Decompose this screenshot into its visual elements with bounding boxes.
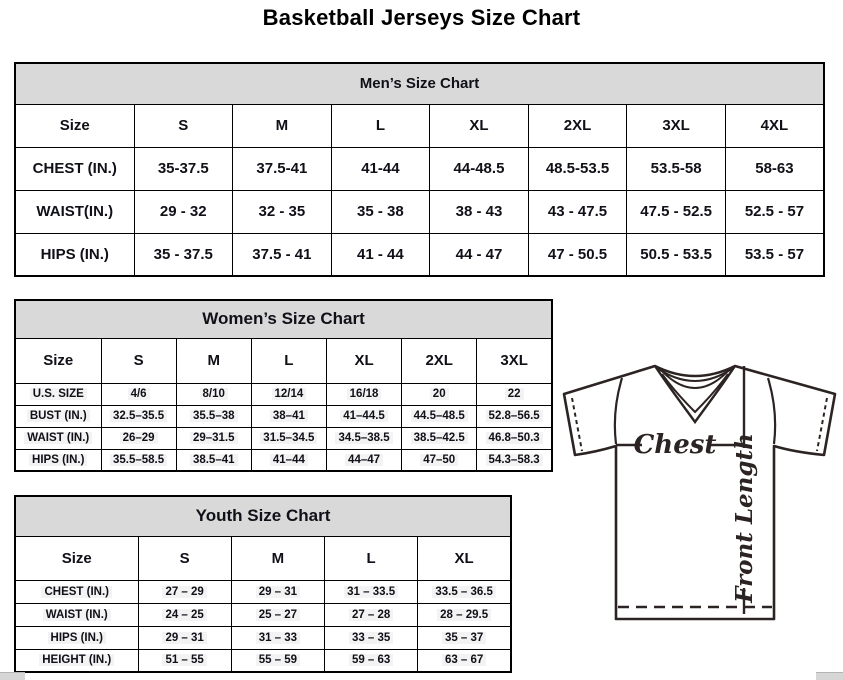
row-label xyxy=(15,383,101,405)
cell-text: 55 – 59 xyxy=(256,654,300,666)
column-header-m: M xyxy=(231,536,324,580)
cell xyxy=(138,580,231,603)
table-row xyxy=(15,147,824,190)
cell xyxy=(138,626,231,649)
cell-text: 29 – 31 xyxy=(162,632,206,644)
cell xyxy=(251,427,326,449)
cell xyxy=(418,649,511,672)
jersey-outline xyxy=(564,366,835,619)
table-row xyxy=(15,449,552,471)
table-row xyxy=(15,603,511,626)
cell: 41-44 xyxy=(331,147,430,190)
cell: 52.5 - 57 xyxy=(725,190,824,233)
cell-text: CHEST (IN.) xyxy=(41,586,112,598)
jersey-diagram-svg xyxy=(558,356,843,630)
cell-text: 4/6 xyxy=(128,388,150,400)
cell-text: U.S. SIZE xyxy=(30,388,87,400)
column-header-m: M xyxy=(176,338,251,383)
cell-text: 31 – 33.5 xyxy=(344,586,398,598)
cell-text: WAIST (IN.) xyxy=(43,609,111,621)
column-header-l: L xyxy=(251,338,326,383)
cell xyxy=(477,449,552,471)
cell-text: 44–47 xyxy=(345,454,383,466)
row-label xyxy=(15,626,138,649)
cell-text: 52.8–56.5 xyxy=(486,410,543,422)
cell xyxy=(326,449,401,471)
column-header-s: S xyxy=(134,104,233,147)
cell xyxy=(101,383,176,405)
column-header-l: L xyxy=(331,104,430,147)
womens-size-table xyxy=(14,299,553,472)
cell-text: BUST (IN.) xyxy=(27,410,90,422)
cell-text: 34.5–38.5 xyxy=(335,432,392,444)
cell xyxy=(176,383,251,405)
cell xyxy=(402,427,477,449)
cell xyxy=(101,427,176,449)
cell xyxy=(325,603,418,626)
cell xyxy=(326,427,401,449)
cell: 35 - 37.5 xyxy=(134,233,233,276)
cell-text: 8/10 xyxy=(200,388,228,400)
cell-text: 25 – 27 xyxy=(256,609,300,621)
cell-text: 29–31.5 xyxy=(190,432,238,444)
cell xyxy=(402,383,477,405)
cell xyxy=(231,649,324,672)
cell xyxy=(325,626,418,649)
cell-text: 32.5–35.5 xyxy=(110,410,167,422)
cell xyxy=(325,580,418,603)
cell-text: 26–29 xyxy=(120,432,158,444)
cell xyxy=(418,580,511,603)
cell: 58-63 xyxy=(725,147,824,190)
cell: 48.5-53.5 xyxy=(528,147,627,190)
cell-text: 35.5–58.5 xyxy=(110,454,167,466)
column-header-4xl: 4XL xyxy=(725,104,824,147)
cell-text: 35 – 37 xyxy=(442,632,486,644)
column-header-m: M xyxy=(233,104,332,147)
cell xyxy=(477,383,552,405)
cell-text: 22 xyxy=(505,388,524,400)
row-label xyxy=(15,603,138,626)
column-header-size: Size xyxy=(15,338,101,383)
cell xyxy=(325,649,418,672)
cell-text: 47–50 xyxy=(420,454,458,466)
cell-text: 12/14 xyxy=(272,388,307,400)
cell-text: 29 – 31 xyxy=(256,586,300,598)
cell: 50.5 - 53.5 xyxy=(627,233,726,276)
cell: 37.5-41 xyxy=(233,147,332,190)
youth-section-title: Youth Size Chart xyxy=(15,496,511,536)
row-label xyxy=(15,405,101,427)
cell: 29 - 32 xyxy=(134,190,233,233)
row-label: HIPS (IN.) xyxy=(15,233,134,276)
cell: 37.5 - 41 xyxy=(233,233,332,276)
womens-section-title: Women’s Size Chart xyxy=(15,300,552,338)
cell-text: 63 – 67 xyxy=(442,654,486,666)
column-header-xl: XL xyxy=(326,338,401,383)
table-row xyxy=(15,405,552,427)
cell xyxy=(418,603,511,626)
cell xyxy=(418,626,511,649)
cell: 53.5-58 xyxy=(627,147,726,190)
cell-text: 27 – 29 xyxy=(162,586,206,598)
page-title: Basketball Jerseys Size Chart xyxy=(262,5,581,30)
mens-section-title: Men’s Size Chart xyxy=(15,63,824,104)
cell-text: 41–44 xyxy=(270,454,308,466)
column-header-2xl: 2XL xyxy=(402,338,477,383)
cell xyxy=(477,427,552,449)
column-header-3xl: 3XL xyxy=(627,104,726,147)
cell-text: 46.8–50.3 xyxy=(486,432,543,444)
column-header-s: S xyxy=(138,536,231,580)
cell-text: 41–44.5 xyxy=(340,410,388,422)
cell xyxy=(477,405,552,427)
cell: 35-37.5 xyxy=(134,147,233,190)
table-row xyxy=(15,626,511,649)
cell-text: 31 – 33 xyxy=(256,632,300,644)
cell-text: 59 – 63 xyxy=(349,654,393,666)
cell xyxy=(326,405,401,427)
table-row xyxy=(15,649,511,672)
cell xyxy=(326,383,401,405)
front-length-label: Front Length xyxy=(731,433,758,603)
cell xyxy=(402,449,477,471)
cell: 47.5 - 52.5 xyxy=(627,190,726,233)
cell-text: 44.5–48.5 xyxy=(411,410,468,422)
cell xyxy=(251,383,326,405)
cell xyxy=(101,405,176,427)
table-row xyxy=(15,383,552,405)
cell: 53.5 - 57 xyxy=(725,233,824,276)
column-header-xl: XL xyxy=(418,536,511,580)
cell: 38 - 43 xyxy=(430,190,529,233)
cell: 35 - 38 xyxy=(331,190,430,233)
row-label xyxy=(15,427,101,449)
cell xyxy=(176,449,251,471)
cell xyxy=(251,405,326,427)
row-label: CHEST (IN.) xyxy=(15,147,134,190)
cell xyxy=(231,626,324,649)
table-row xyxy=(15,427,552,449)
cell: 41 - 44 xyxy=(331,233,430,276)
cell-text: HIPS (IN.) xyxy=(29,454,87,466)
cell-text: 51 – 55 xyxy=(162,654,206,666)
cell: 43 - 47.5 xyxy=(528,190,627,233)
cell-text: 20 xyxy=(430,388,449,400)
cell xyxy=(251,449,326,471)
cell xyxy=(402,405,477,427)
row-label xyxy=(15,580,138,603)
cell xyxy=(138,649,231,672)
cell: 32 - 35 xyxy=(233,190,332,233)
cell-text: 33.5 – 36.5 xyxy=(432,586,496,598)
column-header-2xl: 2XL xyxy=(528,104,627,147)
table-row xyxy=(15,190,824,233)
column-header-3xl: 3XL xyxy=(477,338,552,383)
cell-text: 16/18 xyxy=(347,388,382,400)
cell-text: 31.5–34.5 xyxy=(260,432,317,444)
cell xyxy=(231,603,324,626)
cell-text: 38.5–41 xyxy=(190,454,238,466)
column-header-size: Size xyxy=(15,536,138,580)
cell xyxy=(101,449,176,471)
cell xyxy=(176,427,251,449)
cell-text: 54.3–58.3 xyxy=(486,454,543,466)
youth-size-table xyxy=(14,495,512,673)
cell-text: 38–41 xyxy=(270,410,308,422)
column-header-l: L xyxy=(325,536,418,580)
row-label xyxy=(15,449,101,471)
jersey-measurement-diagram xyxy=(558,356,843,630)
cell-text: 24 – 25 xyxy=(162,609,206,621)
column-header-s: S xyxy=(101,338,176,383)
mens-size-table xyxy=(14,62,825,277)
table-row xyxy=(15,580,511,603)
row-label xyxy=(15,649,138,672)
cell: 44 - 47 xyxy=(430,233,529,276)
cell-text: 27 – 28 xyxy=(349,609,393,621)
cell-text: HEIGHT (IN.) xyxy=(39,654,114,666)
cell xyxy=(176,405,251,427)
cell-text: WAIST (IN.) xyxy=(24,432,92,444)
cell-text: 33 – 35 xyxy=(349,632,393,644)
cell-text: HIPS (IN.) xyxy=(48,632,106,644)
cell-text: 28 – 29.5 xyxy=(437,609,491,621)
column-header-xl: XL xyxy=(430,104,529,147)
cell-text: 38.5–42.5 xyxy=(411,432,468,444)
cell: 47 - 50.5 xyxy=(528,233,627,276)
row-label: WAIST(IN.) xyxy=(15,190,134,233)
cell: 44-48.5 xyxy=(430,147,529,190)
cell xyxy=(138,603,231,626)
cell xyxy=(231,580,324,603)
cell-text: 35.5–38 xyxy=(190,410,238,422)
column-header-size: Size xyxy=(15,104,134,147)
chest-label: Chest xyxy=(633,430,717,460)
table-row xyxy=(15,233,824,276)
